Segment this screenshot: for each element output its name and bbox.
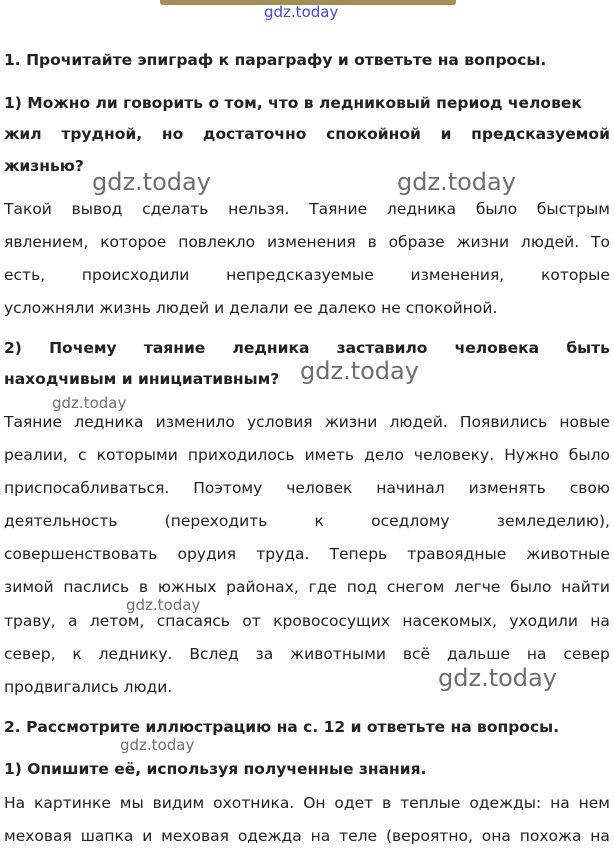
word: нем [578, 794, 610, 812]
word: сделать [142, 200, 209, 218]
question-2-title: 2. Рассмотрите иллюстрацию на с. 12 и ответьте на вопросы. [4, 718, 560, 736]
word: жил [4, 125, 42, 143]
word: 2) [4, 339, 22, 357]
word: под [346, 578, 378, 596]
watermark: gdz.today [52, 394, 127, 412]
word: одежды: [469, 794, 542, 812]
watermark: gdz.today [438, 664, 557, 692]
word: трудной, [61, 125, 143, 143]
word: явлением, [4, 233, 89, 251]
word: приходилось [187, 446, 295, 464]
word: одежда [237, 827, 302, 845]
word: летом, [89, 612, 145, 630]
word: но [161, 125, 184, 143]
q1-sub1-question-line-1: 1) Можно ли говорить о том, что в ледниковый период человек [4, 94, 582, 112]
word: похожа [519, 827, 582, 845]
word: быстрым [536, 200, 610, 218]
q1-sub1-question-line-3: жизнью? [4, 157, 84, 175]
word: происходили [81, 266, 190, 284]
q1-sub2-answer-line-3 [4, 479, 610, 497]
word: в [382, 794, 392, 812]
word: изменило [155, 413, 235, 431]
q1-sub2-answer-line-7 [4, 612, 610, 630]
word: Теперь [329, 545, 388, 563]
word: изменять [468, 479, 546, 497]
word: шапка [80, 827, 134, 845]
word: к [314, 512, 324, 530]
watermark: gdz.today [92, 168, 211, 196]
word: на [526, 645, 547, 663]
word: кровососущих [273, 612, 391, 630]
word: траву, [4, 612, 56, 630]
word: за [255, 645, 274, 663]
word: охотника. [213, 794, 295, 812]
word: картинке [34, 794, 111, 812]
word: уходили [509, 612, 578, 630]
word: ледника [74, 413, 144, 431]
word: Почему [49, 339, 117, 357]
word: травоядные [407, 545, 507, 563]
word: совершенствовать [4, 545, 158, 563]
word: всё [402, 645, 431, 663]
word: было [510, 578, 552, 596]
watermark: gdz.today [300, 357, 419, 385]
word: (переходить [164, 512, 268, 530]
word: Вслед [189, 645, 239, 663]
watermark: gdz.today [397, 168, 516, 196]
word: мы [119, 794, 144, 812]
word: ледника [232, 339, 310, 357]
word: человека [454, 339, 540, 357]
word: меховая [161, 827, 229, 845]
q2-sub1-answer-line-1 [4, 794, 610, 812]
word: деятельность [4, 512, 118, 530]
word: на [590, 612, 610, 630]
word: непредсказуемые [226, 266, 374, 284]
word: и [142, 827, 153, 845]
word: в [138, 578, 149, 596]
word: север [563, 645, 610, 663]
word: достаточно [202, 125, 307, 143]
q1-sub1-answer-line-1 [4, 200, 610, 218]
q1-sub2-question-line-2: находчивым и инициативным? [4, 370, 280, 388]
word: человек [286, 479, 353, 497]
word: человеку. [413, 446, 495, 464]
q2-sub1-question: 1) Опишите её, используя полученные знания. [4, 760, 427, 778]
word: паслись [63, 578, 130, 596]
word: иметь [304, 446, 355, 464]
word: от [242, 612, 261, 630]
word: на [590, 827, 610, 845]
word: условия [247, 413, 313, 431]
word: на [550, 794, 570, 812]
word: таяние [143, 339, 206, 357]
word: жизни [456, 233, 510, 251]
word: меховая [4, 827, 72, 845]
word: оседлому [371, 512, 450, 530]
word: изменения [266, 233, 356, 251]
q1-sub2-answer-line-9: продвигались люди. [4, 678, 173, 696]
q1-sub2-question-line-1 [4, 339, 610, 357]
word: леднику. [98, 645, 173, 663]
word: зимой [4, 578, 54, 596]
word: На [4, 794, 26, 812]
word: дальше [446, 645, 510, 663]
word: людей. [520, 233, 580, 251]
word: животные [526, 545, 610, 563]
word: где [308, 578, 337, 596]
word: реалии, [4, 446, 68, 464]
word: которые [540, 266, 610, 284]
question-1-title: 1. Прочитайте эпиграф к параграфу и ответьте на вопросы. [4, 51, 547, 69]
word: нельзя. [228, 200, 290, 218]
word: Появились [459, 413, 548, 431]
watermark: gdz.today [120, 736, 195, 754]
q1-sub2-answer-line-2 [4, 446, 610, 464]
watermark: gdz.today [126, 596, 201, 614]
q1-sub2-answer-line-1 [4, 413, 610, 431]
word: Такой [4, 200, 52, 218]
word: Нужно [504, 446, 559, 464]
word: было [568, 446, 610, 464]
word: южных [157, 578, 217, 596]
word: легче [454, 578, 501, 596]
word: с [77, 446, 87, 464]
word: снегом [386, 578, 445, 596]
word: теле [339, 827, 378, 845]
word: видим [152, 794, 205, 812]
word: ледника [386, 200, 457, 218]
word: которое [100, 233, 167, 251]
word: в [367, 233, 377, 251]
word: (вероятно, [385, 827, 473, 845]
word: спокойной [326, 125, 421, 143]
word: предсказуемой [471, 125, 610, 143]
site-logo: gdz.today [264, 3, 339, 21]
word: она [481, 827, 511, 845]
q1-sub2-answer-line-5 [4, 545, 610, 563]
word: и [440, 125, 452, 143]
word: заставило [336, 339, 428, 357]
word: Таяние [309, 200, 368, 218]
q1-sub1-answer-line-2 [4, 233, 610, 251]
q2-sub1-answer-line-2 [4, 827, 610, 845]
q1-sub2-answer-line-6 [4, 578, 610, 596]
word: на [310, 827, 331, 845]
word: есть, [4, 266, 46, 284]
word: Поэтому [193, 479, 263, 497]
q1-sub1-answer-line-4: усложняли жизнь людей и делали ее далеко не спокойной. [4, 299, 498, 317]
word: образе [388, 233, 445, 251]
word: свою [569, 479, 610, 497]
word: было [475, 200, 518, 218]
word: повлекло [178, 233, 256, 251]
word: быть [566, 339, 610, 357]
word: Таяние [4, 413, 63, 431]
word: изменения, [410, 266, 505, 284]
word: людей. [389, 413, 448, 431]
word: районах, [226, 578, 299, 596]
word: То [590, 233, 610, 251]
word: приспосабливаться. [4, 479, 170, 497]
word: теплые [400, 794, 461, 812]
word: найти [561, 578, 610, 596]
word: жизни [324, 413, 378, 431]
q1-sub2-answer-line-8 [4, 645, 610, 663]
word: дело [364, 446, 404, 464]
word: к [72, 645, 82, 663]
word: труда. [256, 545, 310, 563]
word: вывод [71, 200, 123, 218]
q1-sub1-question-line-2 [4, 125, 610, 143]
word: а [67, 612, 78, 630]
word: одет [334, 794, 374, 812]
word: Он [303, 794, 326, 812]
q1-sub2-answer-line-4 [4, 512, 610, 530]
word: которыми [96, 446, 178, 464]
word: земледелию), [496, 512, 610, 530]
word: север, [4, 645, 56, 663]
word: начинал [376, 479, 445, 497]
word: насекомых, [402, 612, 497, 630]
word: новые [559, 413, 610, 431]
word: животными [290, 645, 386, 663]
word: спасаясь [156, 612, 230, 630]
word: орудия [177, 545, 237, 563]
q1-sub1-answer-line-3 [4, 266, 610, 284]
